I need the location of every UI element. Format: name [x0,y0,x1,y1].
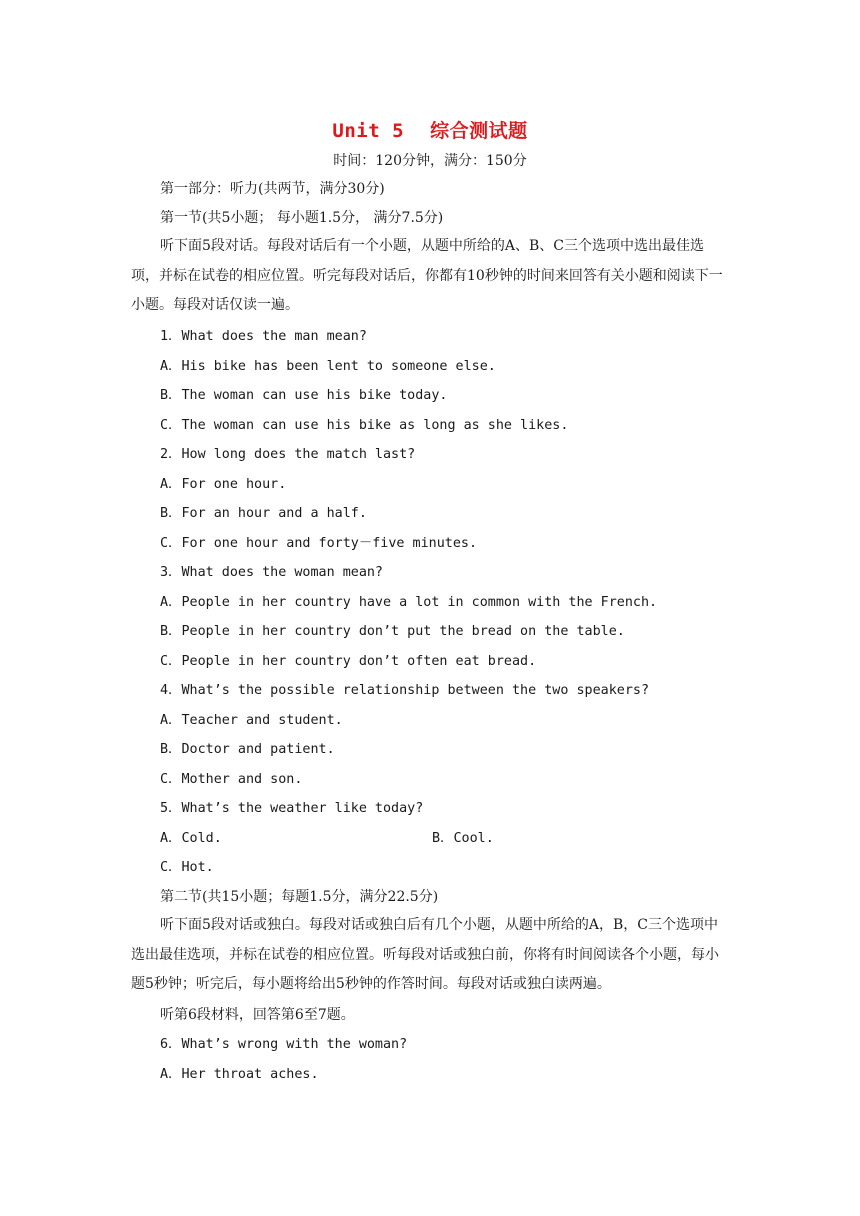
question-6-option-a: A．Her throat aches. [160,1067,319,1082]
question-4-option-b: B．Doctor and patient. [160,742,335,757]
question-4-option-c: C．Mother and son. [160,772,303,787]
question-1-option-c: C．The woman can use his bike as long as she likes. [160,418,569,433]
question-5-option-b: B．Cool. [432,831,494,846]
question-5: 5．What’s the weather like today? [160,801,424,816]
question-3-option-c: C．People in her country don’t often eat bread. [160,654,537,669]
section1-heading: 第一节(共5小题； 每小题1.5分， 满分7.5分) [160,210,444,226]
material-6-heading: 听第6段材料，回答第6至7题。 [160,1007,355,1023]
section2-heading: 第二节(共15小题；每题1.5分，满分22.5分) [160,889,439,905]
page-title [0,116,860,143]
question-1-option-a: A．His bike has been lent to someone else. [160,359,496,374]
question-5-option-a: A．Cold. [160,831,222,846]
section2-instructions: 听下面5段对话或独白。每段对话或独白后有几个小题，从题中所给的A，B，C三个选项中选出最佳选项，并标在试卷的相应位置。听每段对话或独白前，你将有时间阅读各个小题，每小题5秒钟；听完后，每小题将给出5秒钟的作答时间。每段对话或独白读两遍。 [131,917,719,992]
question-5-option-c: C．Hot. [160,860,214,875]
question-2-option-b: B．For an hour and a half. [160,506,367,521]
question-4-option-a: A．Teacher and student. [160,713,343,728]
title-chinese: 综合测试题 [430,120,528,142]
question-1-option-b: B．The woman can use his bike today. [160,388,448,403]
question-2-option-c: C．For one hour and forty－five minutes. [160,536,478,551]
part-heading: 第一部分：听力(共两节，满分30分) [160,181,385,197]
section1-instructions: 听下面5段对话。每段对话后有一个小题，从题中所给的A、B、C三个选项中选出最佳选项，并标在试卷的相应位置。听完每段对话后，你都有10秒钟的时间来回答有关小题和阅读下一小题。每段对话仅读一遍。 [131,238,723,313]
question-3-option-b: B．People in her country don’t put the bread on the table. [160,624,625,639]
time-and-score: 时间：120分钟，满分：150分 [333,153,527,169]
question-2-option-a: A．For one hour. [160,477,287,492]
title-unit: Unit 5 [332,120,405,142]
question-3-option-a: A．People in her country have a lot in common with the French. [160,595,658,610]
question-1: 1．What does the man mean? [160,329,367,344]
question-4: 4．What’s the possible relationship between the two speakers? [160,683,650,698]
question-2: 2．How long does the match last? [160,447,416,462]
question-3: 3．What does the woman mean? [160,565,383,580]
question-6: 6．What’s wrong with the woman? [160,1037,408,1052]
